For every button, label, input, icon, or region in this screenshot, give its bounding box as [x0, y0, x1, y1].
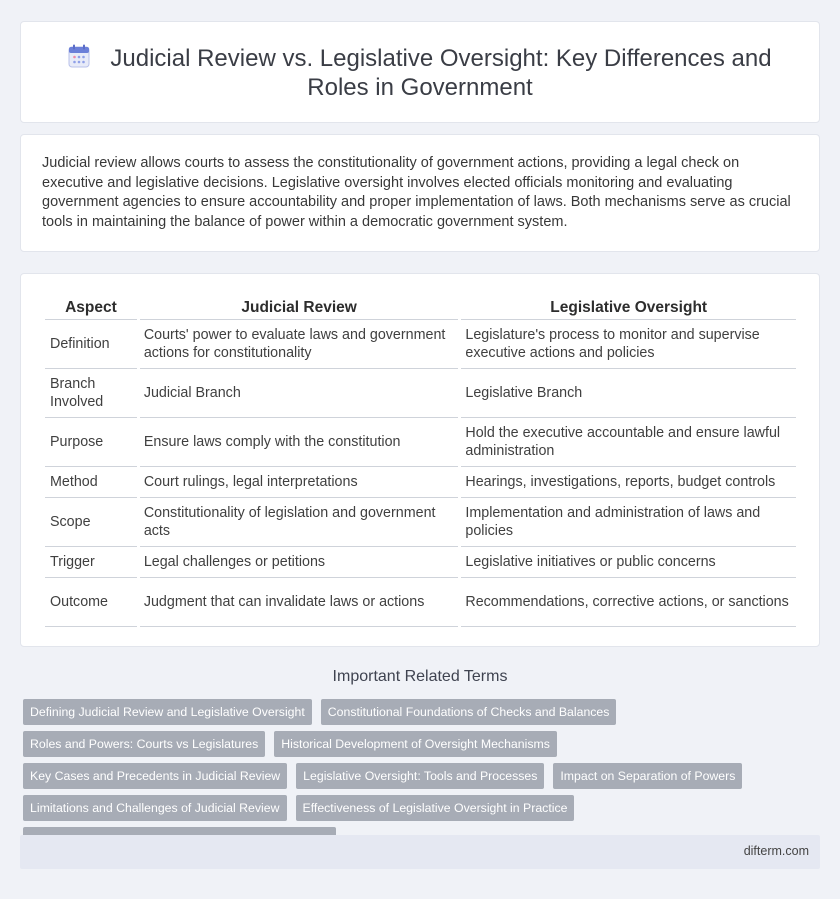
related-term-tag[interactable]: Key Cases and Precedents in Judicial Review — [23, 763, 287, 789]
title-card — [20, 21, 820, 123]
table-row — [45, 369, 796, 418]
legislative-oversight-cell: Legislature's process to monitor and supervise executive actions and policies — [461, 320, 796, 369]
judicial-review-cell: Court rulings, legal interpretations — [140, 467, 459, 498]
comparison-table — [42, 294, 799, 627]
column-header-legislative-oversight: Legislative Oversight — [461, 294, 796, 320]
intro-card — [20, 134, 820, 252]
judicial-review-cell: Courts' power to evaluate laws and government actions for constitutionality — [140, 320, 459, 369]
judicial-review-cell: Judicial Branch — [140, 369, 459, 418]
legislative-oversight-cell: Legislative Branch — [461, 369, 796, 418]
related-term-tag[interactable]: Historical Development of Oversight Mechanisms — [274, 731, 557, 757]
related-term-tag[interactable]: Impact on Separation of Powers — [553, 763, 742, 789]
related-term-tag[interactable]: Limitations and Challenges of Judicial Review — [23, 795, 287, 821]
intro-paragraph: Judicial review allows courts to assess the constitutionality of government actions, providing a legal check on executive and legislative decisions. Legislative oversight involves elected officials monitoring and evaluating government agencies to ensure accountability and proper implementation of laws. Both mechanisms serve as crucial tools in maintaining the balance of power within a democratic government system. — [42, 155, 791, 230]
aspect-cell: Outcome — [45, 578, 137, 627]
table-row — [45, 547, 796, 578]
table-row — [45, 467, 796, 498]
related-term-tag[interactable]: Constitutional Foundations of Checks and Balances — [321, 699, 617, 725]
aspect-cell: Purpose — [45, 418, 137, 467]
related-term-tag[interactable]: Roles and Powers: Courts vs Legislatures — [23, 731, 265, 757]
related-term-tag[interactable]: Legislative Oversight: Tools and Processes — [296, 763, 544, 789]
aspect-cell: Branch Involved — [45, 369, 137, 418]
table-header-row — [45, 294, 796, 320]
aspect-cell: Trigger — [45, 547, 137, 578]
legislative-oversight-cell: Implementation and administration of laws and policies — [461, 498, 796, 547]
table-row — [45, 418, 796, 467]
legislative-oversight-cell: Recommendations, corrective actions, or sanctions — [461, 578, 796, 627]
judicial-review-cell: Legal challenges or petitions — [140, 547, 459, 578]
legislative-oversight-cell: Legislative initiatives or public concerns — [461, 547, 796, 578]
legislative-oversight-cell: Hearings, investigations, reports, budget controls — [461, 467, 796, 498]
page-title-row — [21, 44, 819, 102]
aspect-cell: Definition — [45, 320, 137, 369]
table-row — [45, 320, 796, 369]
judicial-review-cell: Judgment that can invalidate laws or actions — [140, 578, 459, 627]
judicial-review-cell: Ensure laws comply with the constitution — [140, 418, 459, 467]
related-terms-heading: Important Related Terms — [332, 668, 508, 685]
table-row — [45, 578, 796, 627]
legislative-oversight-cell: Hold the executive accountable and ensure lawful administration — [461, 418, 796, 467]
comparison-card — [20, 273, 820, 647]
page-title: Judicial Review vs. Legislative Oversight: Key Differences and Roles in Government — [110, 45, 772, 101]
aspect-cell: Method — [45, 467, 137, 498]
footer-site-link[interactable]: difterm.com — [743, 844, 809, 858]
calendar-icon — [68, 44, 90, 68]
column-header-aspect: Aspect — [45, 294, 137, 320]
column-header-judicial-review: Judicial Review — [140, 294, 459, 320]
footer-bar — [20, 835, 820, 869]
table-row — [45, 498, 796, 547]
judicial-review-cell: Constitutionality of legislation and government acts — [140, 498, 459, 547]
aspect-cell: Scope — [45, 498, 137, 547]
related-term-tag[interactable]: Defining Judicial Review and Legislative Oversight — [23, 699, 312, 725]
related-term-tag[interactable]: Effectiveness of Legislative Oversight in Practice — [296, 795, 575, 821]
